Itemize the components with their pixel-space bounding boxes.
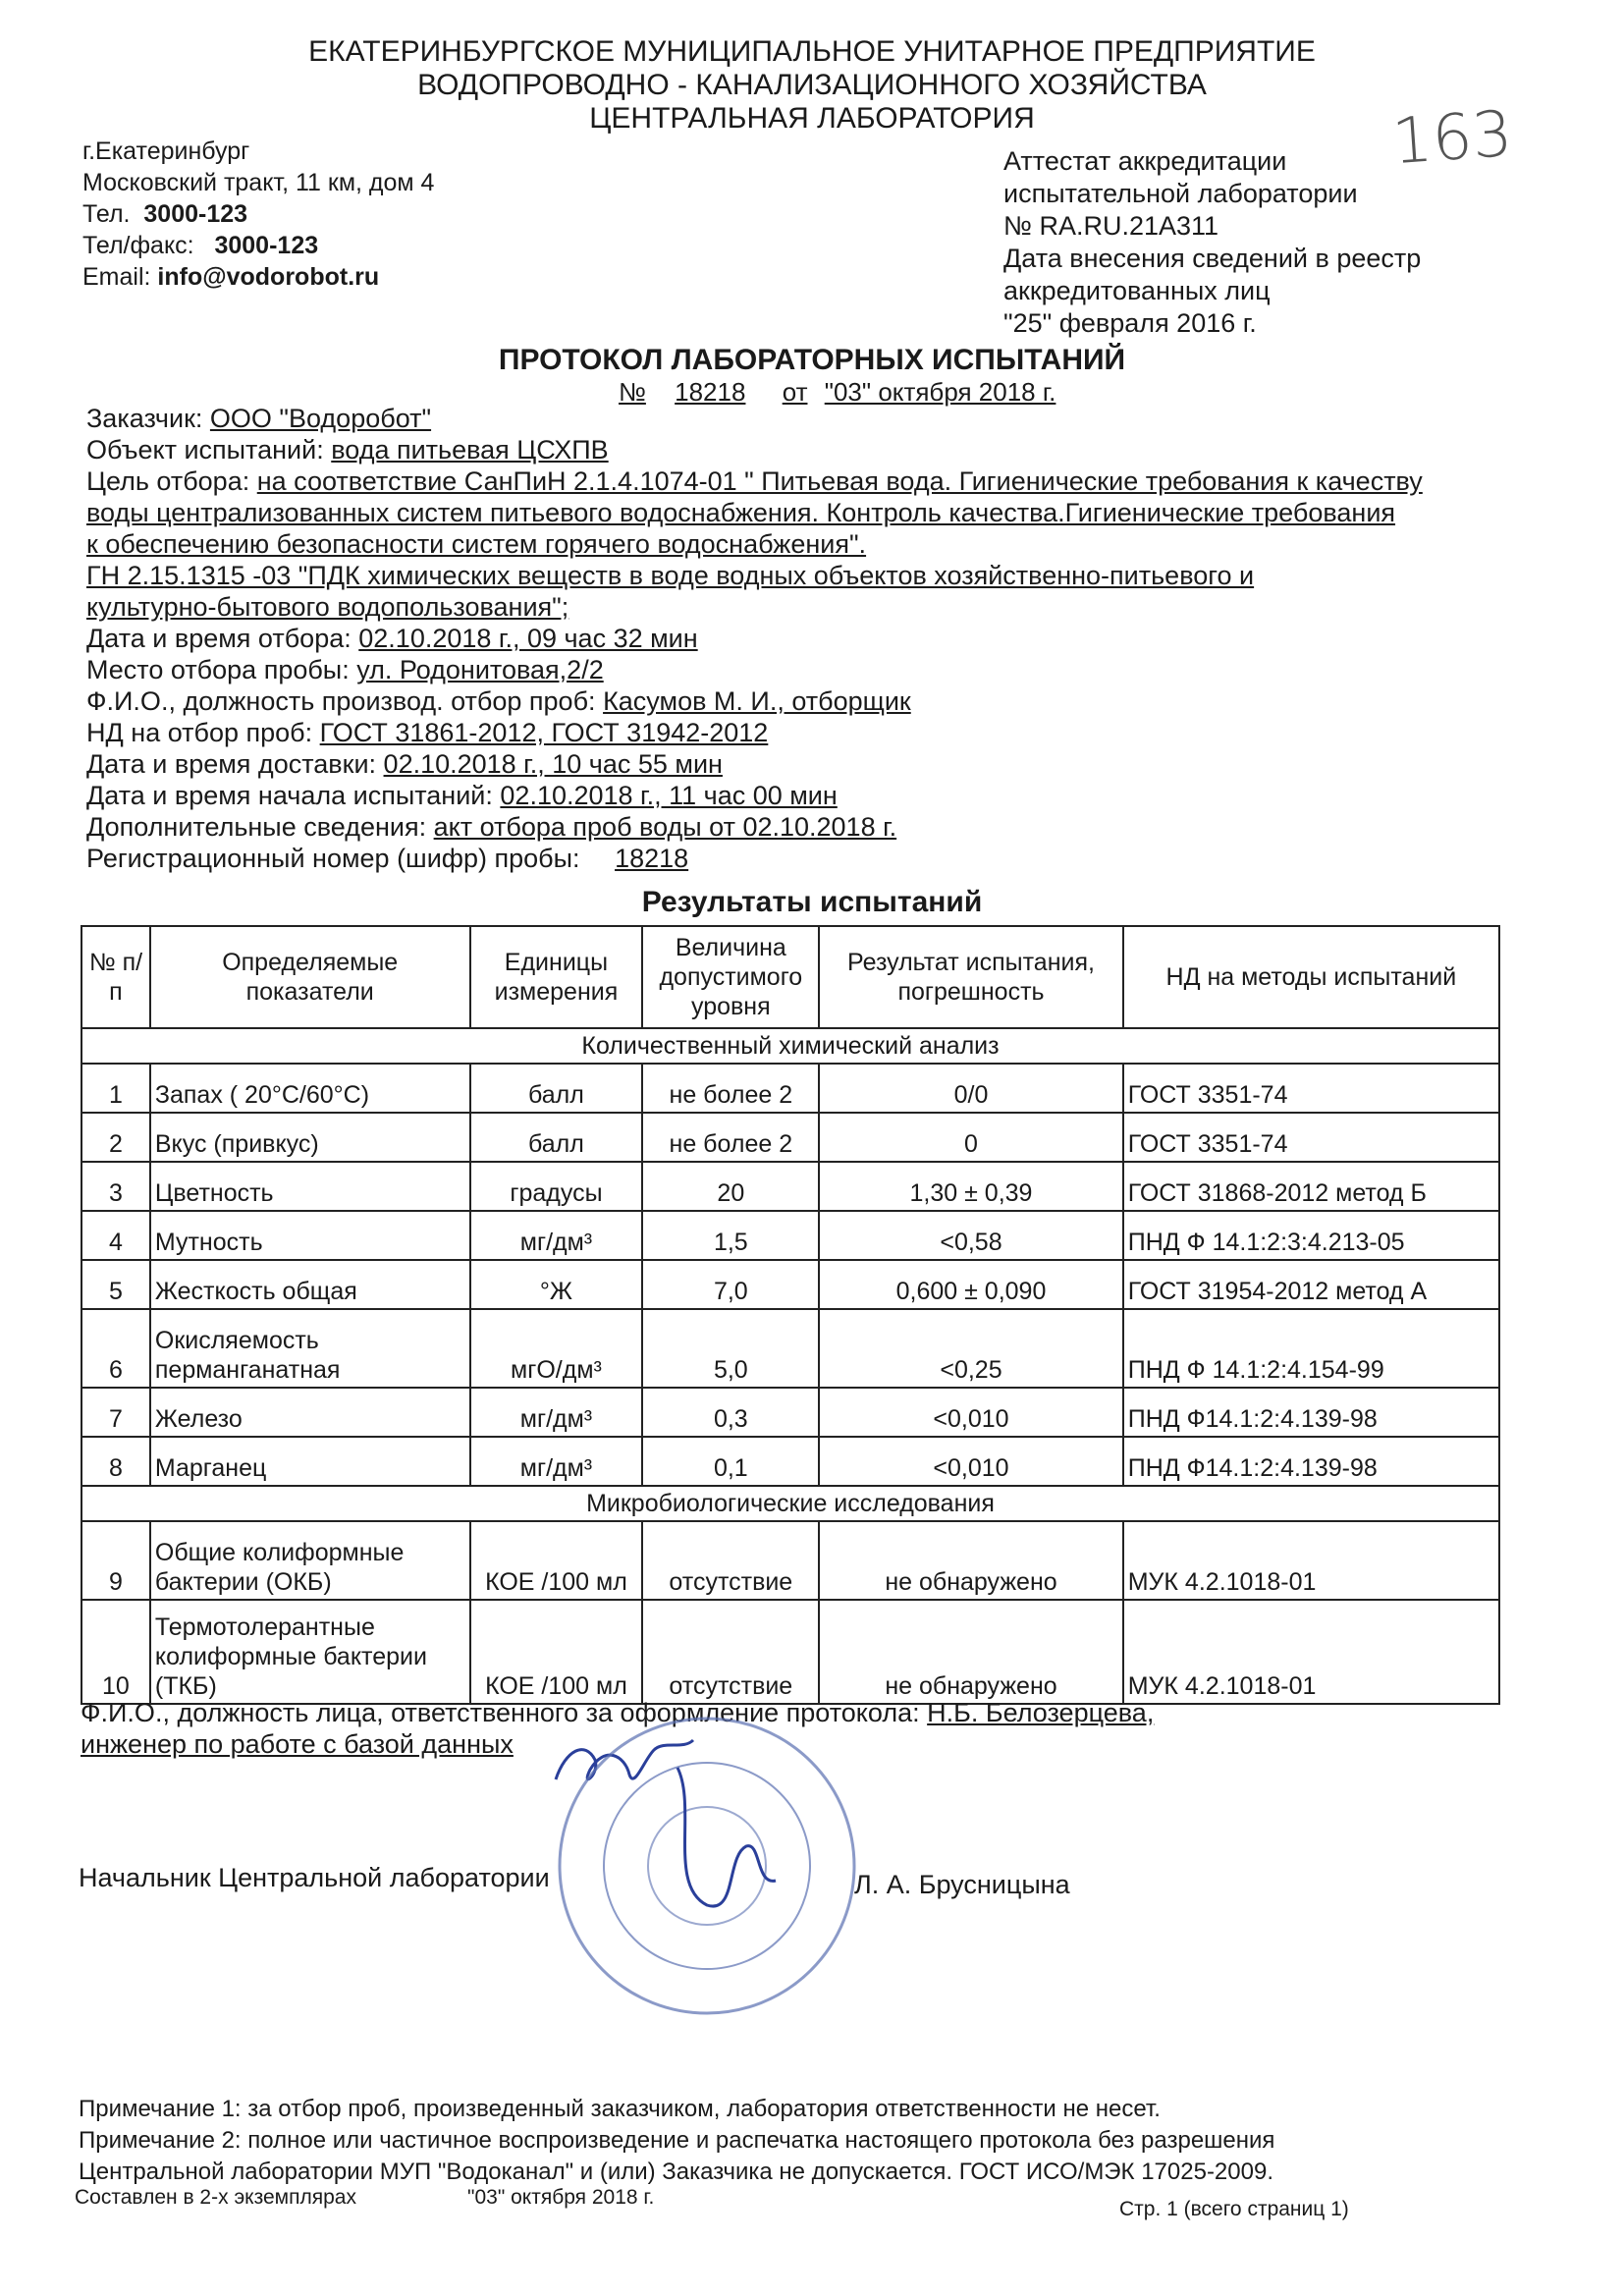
extra-value: акт отбора проб воды от 02.10.2018 г. — [433, 812, 897, 842]
note-2: Примечание 2: полное или частичное воспроизведение и распечатка настоящего протокола без разрешения — [79, 2127, 1275, 2154]
nd-label: НД на отбор проб: — [86, 718, 313, 747]
cell-indicator: Термотолерантные колиформные бактерии (ТКБ) — [150, 1600, 470, 1704]
cell-indicator: Железо — [150, 1388, 470, 1437]
org-line-3: ЦЕНТРАЛЬНАЯ ЛАБОРАТОРИЯ — [589, 102, 1035, 135]
cell-num: 2 — [81, 1113, 150, 1162]
org-line-2: ВОДОПРОВОДНО - КАНАЛИЗАЦИОННОГО ХОЗЯЙСТВА — [417, 69, 1207, 101]
cell-limit: не более 2 — [642, 1064, 819, 1113]
table-row — [81, 1600, 1499, 1704]
cell-num: 7 — [81, 1388, 150, 1437]
start-label: Дата и время начала испытаний: — [86, 781, 493, 810]
sampler-row — [86, 685, 1481, 717]
accreditation-line: Дата внесения сведений в реестр — [1003, 244, 1422, 273]
cell-num: 4 — [81, 1211, 150, 1260]
start-row — [86, 780, 1481, 811]
purpose-row — [86, 465, 1481, 497]
table-row — [81, 1388, 1499, 1437]
copies-date: "03" октября 2018 г. — [467, 2186, 655, 2209]
table-header-row — [81, 926, 1499, 1028]
purpose-cont: к обеспечению безопасности систем горячего водоснабжения". — [86, 529, 867, 559]
fax-label: Тел/факс: — [82, 232, 194, 259]
tel-value: 3000-123 — [143, 200, 248, 228]
customer-row — [86, 403, 1481, 434]
cell-method: ГОСТ 3351-74 — [1123, 1064, 1499, 1113]
customer-value: ООО "Водоробот" — [209, 404, 432, 433]
chief-label: Начальник Центральной лаборатории — [79, 1863, 550, 1892]
cell-unit: балл — [470, 1064, 643, 1113]
nd-row — [86, 717, 1481, 748]
cell-result: 1,30 ± 0,39 — [819, 1162, 1122, 1211]
cell-unit: балл — [470, 1113, 643, 1162]
reg-row — [86, 843, 1481, 874]
cell-result: <0,010 — [819, 1437, 1122, 1486]
address-tel — [82, 198, 434, 230]
cell-unit: КОЕ /100 мл — [470, 1600, 643, 1704]
chief-name: Л. А. Брусницына — [854, 1870, 1070, 1899]
accreditation-block — [1003, 145, 1421, 340]
table-row — [81, 1064, 1499, 1113]
table-row — [81, 1437, 1499, 1486]
table-row — [81, 1260, 1499, 1309]
col-header-unit: Единицы измерения — [470, 926, 643, 1028]
table-row — [81, 1309, 1499, 1388]
protocol-from-label: от — [782, 377, 808, 407]
cell-method: ПНД Ф 14.1:2:4.154-99 — [1123, 1309, 1499, 1388]
cell-indicator: Мутность — [150, 1211, 470, 1260]
cell-indicator: Цветность — [150, 1162, 470, 1211]
accreditation-line: аккредитованных лиц — [1003, 276, 1271, 305]
cell-num: 3 — [81, 1162, 150, 1211]
address-fax — [82, 230, 434, 261]
purpose-label: Цель отбора: — [86, 466, 250, 496]
results-table — [81, 925, 1500, 1705]
cell-method: МУК 4.2.1018-01 — [1123, 1521, 1499, 1600]
table-row — [81, 1521, 1499, 1600]
cell-method: ГОСТ 3351-74 — [1123, 1113, 1499, 1162]
cell-unit: °Ж — [470, 1260, 643, 1309]
cell-unit: мг/дм³ — [470, 1211, 643, 1260]
cell-result: 0/0 — [819, 1064, 1122, 1113]
nd-value: ГОСТ 31861-2012, ГОСТ 31942-2012 — [319, 718, 769, 747]
org-line-1: ЕКАТЕРИНБУРГСКОЕ МУНИЦИПАЛЬНОЕ УНИТАРНОЕ ПРЕДПРИЯТИЕ — [308, 35, 1316, 68]
cell-limit: 1,5 — [642, 1211, 819, 1260]
cell-unit: градусы — [470, 1162, 643, 1211]
responsible-name: Н.Б. Белозерцева, — [927, 1698, 1155, 1727]
note-1: Примечание 1: за отбор проб, произведенный заказчиком, лаборатория ответственности не несет. — [79, 2096, 1161, 2122]
delivery-value: 02.10.2018 г., 10 час 55 мин — [383, 749, 723, 779]
cell-indicator: Жесткость общая — [150, 1260, 470, 1309]
protocol-no-label: № — [619, 377, 646, 407]
col-header-method: НД на методы испытаний — [1123, 926, 1499, 1028]
place-value: ул. Родонитовая,2/2 — [356, 655, 604, 684]
col-header-limit: Величина допустимого уровня — [642, 926, 819, 1028]
cell-limit: 20 — [642, 1162, 819, 1211]
tel-label: Тел. — [82, 200, 131, 228]
customer-label: Заказчик: — [86, 404, 203, 433]
accreditation-line: Аттестат аккредитации — [1003, 146, 1287, 176]
cell-num: 9 — [81, 1521, 150, 1600]
handwritten-page-number: 163 — [1389, 97, 1515, 180]
col-header-indicator: Определяемые показатели — [150, 926, 470, 1028]
address-email — [82, 261, 434, 293]
cell-indicator: Окисляемость перманганатная — [150, 1309, 470, 1388]
start-value: 02.10.2018 г., 11 час 00 мин — [500, 781, 838, 810]
col-header-num: № п/п — [81, 926, 150, 1028]
cell-limit: не более 2 — [642, 1113, 819, 1162]
fax-value: 3000-123 — [214, 232, 319, 259]
table-row — [81, 1211, 1499, 1260]
responsible-label: Ф.И.О., должность лица, ответственного за оформление протокола: — [81, 1698, 920, 1727]
cell-method: МУК 4.2.1018-01 — [1123, 1600, 1499, 1704]
cell-unit: мгО/дм³ — [470, 1309, 643, 1388]
cell-result: <0,010 — [819, 1388, 1122, 1437]
section-row-chemical — [81, 1028, 1499, 1064]
place-row — [86, 654, 1481, 685]
delivery-row — [86, 748, 1481, 780]
sample-info — [86, 403, 1481, 874]
cell-num: 1 — [81, 1064, 150, 1113]
extra-row — [86, 811, 1481, 843]
round-stamp — [550, 1709, 864, 2023]
cell-limit: 0,1 — [642, 1437, 819, 1486]
protocol-number: 18218 — [675, 377, 746, 407]
object-row — [86, 434, 1481, 465]
protocol-date: "03" октября 2018 г. — [824, 377, 1056, 407]
purpose-value: на соответствие СанПиН 2.1.4.1074-01 " Питьевая вода. Гигиенические требования к качеству — [256, 466, 1423, 496]
cell-method: ГОСТ 31868-2012 метод Б — [1123, 1162, 1499, 1211]
cell-num: 8 — [81, 1437, 150, 1486]
cell-limit: 0,3 — [642, 1388, 819, 1437]
cell-unit: мг/дм³ — [470, 1388, 643, 1437]
sampling-row — [86, 623, 1481, 654]
purpose-cont: ГН 2.15.1315 -03 "ПДК химических веществ в воде водных объектов хозяйственно-питьевого и — [86, 561, 1255, 590]
table-row — [81, 1113, 1499, 1162]
responsible-role: инженер по работе с базой данных — [81, 1729, 514, 1759]
address-city: г.Екатеринбург — [82, 137, 250, 165]
section-label: Микробиологические исследования — [81, 1486, 1499, 1521]
protocol-title: ПРОТОКОЛ ЛАБОРАТОРНЫХ ИСПЫТАНИЙ — [498, 344, 1126, 376]
cell-indicator: Марганец — [150, 1437, 470, 1486]
cell-method: ПНД Ф14.1:2:4.139-98 — [1123, 1388, 1499, 1437]
cell-indicator: Вкус (привкус) — [150, 1113, 470, 1162]
cell-indicator: Общие колиформные бактерии (ОКБ) — [150, 1521, 470, 1600]
cell-result: не обнаружено — [819, 1600, 1122, 1704]
cell-method: ПНД Ф 14.1:2:3:4.213-05 — [1123, 1211, 1499, 1260]
copies-note: Составлен в 2-х экземплярах — [75, 2186, 356, 2209]
sampling-label: Дата и время отбора: — [86, 624, 352, 653]
results-title: Результаты испытаний — [641, 886, 983, 918]
cell-num: 10 — [81, 1600, 150, 1704]
reg-label: Регистрационный номер (шифр) пробы: — [86, 844, 580, 873]
cell-limit: 7,0 — [642, 1260, 819, 1309]
cell-indicator: Запах ( 20°С/60°С) — [150, 1064, 470, 1113]
delivery-label: Дата и время доставки: — [86, 749, 377, 779]
cell-method: ПНД Ф14.1:2:4.139-98 — [1123, 1437, 1499, 1486]
email-label: Email: — [82, 263, 151, 291]
accreditation-line: испытательной лаборатории — [1003, 179, 1358, 208]
accreditation-number: № RA.RU.21A311 — [1003, 211, 1219, 241]
section-row-micro — [81, 1486, 1499, 1521]
address-street: Московский тракт, 11 км, дом 4 — [82, 169, 435, 196]
cell-result: <0,25 — [819, 1309, 1122, 1388]
cell-unit: мг/дм³ — [470, 1437, 643, 1486]
cell-limit: отсутствие — [642, 1600, 819, 1704]
object-label: Объект испытаний: — [86, 435, 324, 465]
organization-header — [0, 35, 1624, 136]
note-3: Центральной лаборатории МУП "Водоканал" и (или) Заказчика не допускается. ГОСТ ИСО/МЭК 17025-2009. — [79, 2159, 1273, 2185]
col-header-result: Результат испытания, погрешность — [819, 926, 1122, 1028]
notes — [79, 2094, 1274, 2188]
section-label: Количественный химический анализ — [81, 1028, 1499, 1064]
sampling-value: 02.10.2018 г., 09 час 32 мин — [358, 624, 698, 653]
page-info: Стр. 1 (всего страниц 1) — [1119, 2198, 1349, 2220]
extra-label: Дополнительные сведения: — [86, 812, 427, 842]
sampler-value: Касумов М. И., отборщик — [603, 686, 911, 716]
cell-method: ГОСТ 31954-2012 метод А — [1123, 1260, 1499, 1309]
cell-unit: КОЕ /100 мл — [470, 1521, 643, 1600]
cell-result: 0 — [819, 1113, 1122, 1162]
cell-num: 5 — [81, 1260, 150, 1309]
address-block — [82, 136, 434, 293]
accreditation-date: "25" февраля 2016 г. — [1003, 308, 1257, 338]
cell-num: 6 — [81, 1309, 150, 1388]
reg-value: 18218 — [615, 844, 689, 873]
purpose-cont: культурно-бытового водопользования"; — [86, 592, 569, 622]
cell-limit: 5,0 — [642, 1309, 819, 1388]
object-value: вода питьевая ЦСХПВ — [331, 435, 609, 465]
sampler-label: Ф.И.О., должность производ. отбор проб: — [86, 686, 596, 716]
cell-limit: отсутствие — [642, 1521, 819, 1600]
cell-result: не обнаружено — [819, 1521, 1122, 1600]
purpose-cont: воды централизованных систем питьевого водоснабжения. Контроль качества.Гигиенические требования — [86, 498, 1396, 527]
cell-result: <0,58 — [819, 1211, 1122, 1260]
cell-result: 0,600 ± 0,090 — [819, 1260, 1122, 1309]
place-label: Место отбора пробы: — [86, 655, 350, 684]
email-value: info@vodorobot.ru — [157, 263, 380, 291]
table-row — [81, 1162, 1499, 1211]
